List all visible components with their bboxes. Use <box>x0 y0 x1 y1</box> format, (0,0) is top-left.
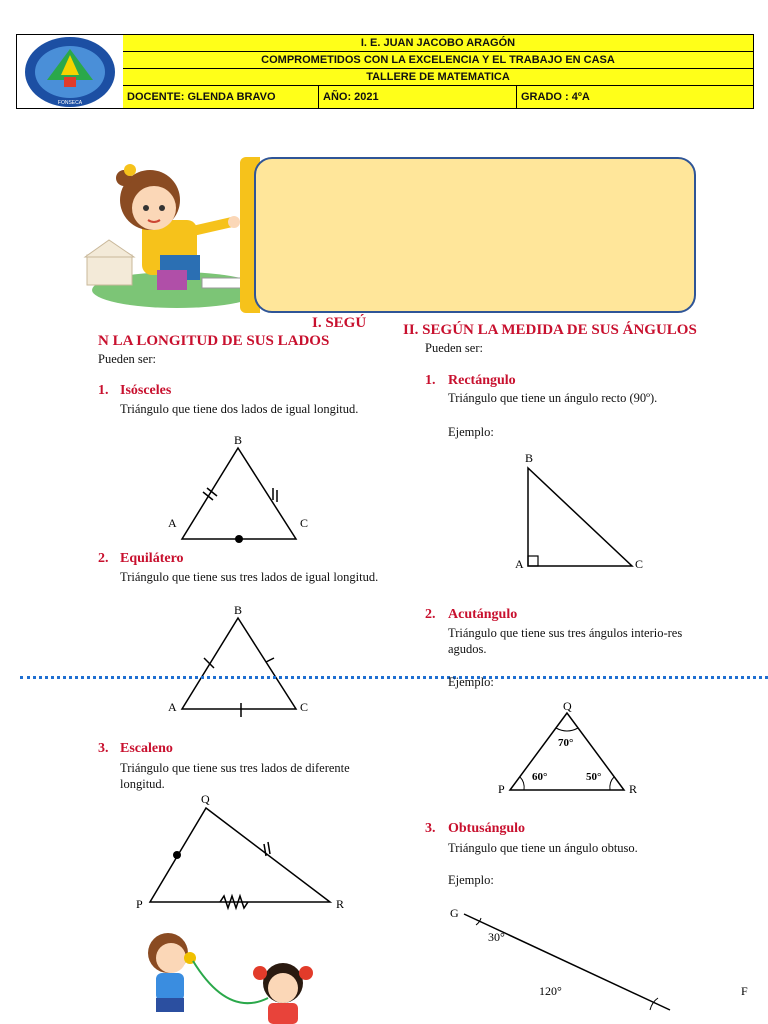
acute-label-p: P <box>498 782 505 796</box>
equi-label-c: C <box>300 700 309 714</box>
section1-heading-part-a: I. SEGÚ <box>312 315 367 331</box>
equi-title: Equilátero <box>120 551 184 566</box>
equi-label-b: B <box>234 603 243 617</box>
rect-title: Rectángulo <box>448 373 516 388</box>
year-cell: AÑO: 2021 <box>319 86 517 108</box>
obtuse-angle-g: 30° <box>488 930 505 944</box>
girl-reading-illustration <box>82 160 260 310</box>
acute-title: Acutángulo <box>448 607 518 622</box>
grade-cell: GRADO : 4ºA <box>521 91 590 103</box>
right-triangle-figure <box>508 450 658 575</box>
acute-description: Triángulo que tiene sus tres ángulos interio-res agudos. <box>448 626 683 656</box>
acute-example: Ejemplo: <box>448 675 494 689</box>
acute-angle-r: 50° <box>586 771 602 783</box>
workshop-title: TALLERE DE MATEMATICA <box>123 69 753 86</box>
info-row <box>123 86 753 108</box>
esc-label-p: P <box>136 897 143 911</box>
section1-intro: Pueden ser: <box>98 352 156 366</box>
scalene-triangle-figure <box>130 790 360 915</box>
school-logo <box>17 35 124 108</box>
school-motto: COMPROMETIDOS CON LA EXCELENCIA Y EL TRABAJO EN CASA <box>123 52 753 69</box>
acute-triangle-figure <box>490 698 650 798</box>
equi-number: 2. <box>98 551 109 566</box>
obtuse-label-f: F <box>741 984 748 998</box>
school-name: I. E. JUAN JACOBO ARAGÓN <box>123 35 753 52</box>
equi-description: Triángulo que tiene sus tres lados de igual longitud. <box>120 570 379 584</box>
acute-label-r: R <box>629 782 638 796</box>
obtuse-triangle-figure <box>440 900 760 1024</box>
esc-description: Triángulo que tiene sus tres lados de diferente longitud. <box>120 761 350 791</box>
equi-label-a: A <box>168 700 177 714</box>
obtuse-title: Obtusángulo <box>448 821 526 836</box>
iso-label-b: B <box>234 433 243 447</box>
teacher-cell: DOCENTE: GLENDA BRAVO <box>123 86 319 108</box>
iso-title: Isósceles <box>120 383 172 398</box>
section2-heading: II. SEGÚN LA MEDIDA DE SUS ÁNGULOS <box>403 322 697 338</box>
isosceles-triangle-figure <box>160 430 320 550</box>
dotted-divider <box>20 676 768 679</box>
acute-angle-q: 70° <box>558 737 574 749</box>
obtuse-number: 3. <box>425 821 436 836</box>
section2-intro: Pueden ser: <box>425 341 483 355</box>
acute-number: 2. <box>425 607 436 622</box>
esc-title: Escaleno <box>120 741 173 756</box>
rect-label-c: C <box>635 557 644 571</box>
iso-label-a: A <box>168 516 177 530</box>
rect-label-b: B <box>525 451 534 465</box>
logo-bottom-text: FONSECA <box>57 100 83 106</box>
esc-label-r: R <box>336 897 345 911</box>
header-table <box>16 34 754 109</box>
esc-label-q: Q <box>201 792 210 806</box>
section1-heading-part-b: N LA LONGITUD DE SUS LADOS <box>98 333 330 349</box>
iso-description: Triángulo que tiene dos lados de igual longitud. <box>120 402 359 416</box>
acute-label-q: Q <box>563 699 572 713</box>
title-box <box>240 157 696 313</box>
acute-angle-p: 60° <box>532 771 548 783</box>
iso-number: 1. <box>98 383 109 398</box>
obtuse-angle-mid: 120° <box>539 984 562 998</box>
equilateral-triangle-figure <box>160 600 320 720</box>
rect-number: 1. <box>425 373 436 388</box>
obtuse-description: Triángulo que tiene un ángulo obtuso. <box>448 841 638 855</box>
kids-phone-illustration <box>138 928 328 1024</box>
iso-label-c: C <box>300 516 309 530</box>
rect-label-a: A <box>515 557 524 571</box>
obtuse-label-g: G <box>450 906 459 920</box>
rect-description: Triángulo que tiene un ángulo recto (90º). <box>448 391 658 405</box>
obtuse-example: Ejemplo: <box>448 873 494 887</box>
rect-example: Ejemplo: <box>448 425 494 439</box>
esc-number: 3. <box>98 741 109 756</box>
